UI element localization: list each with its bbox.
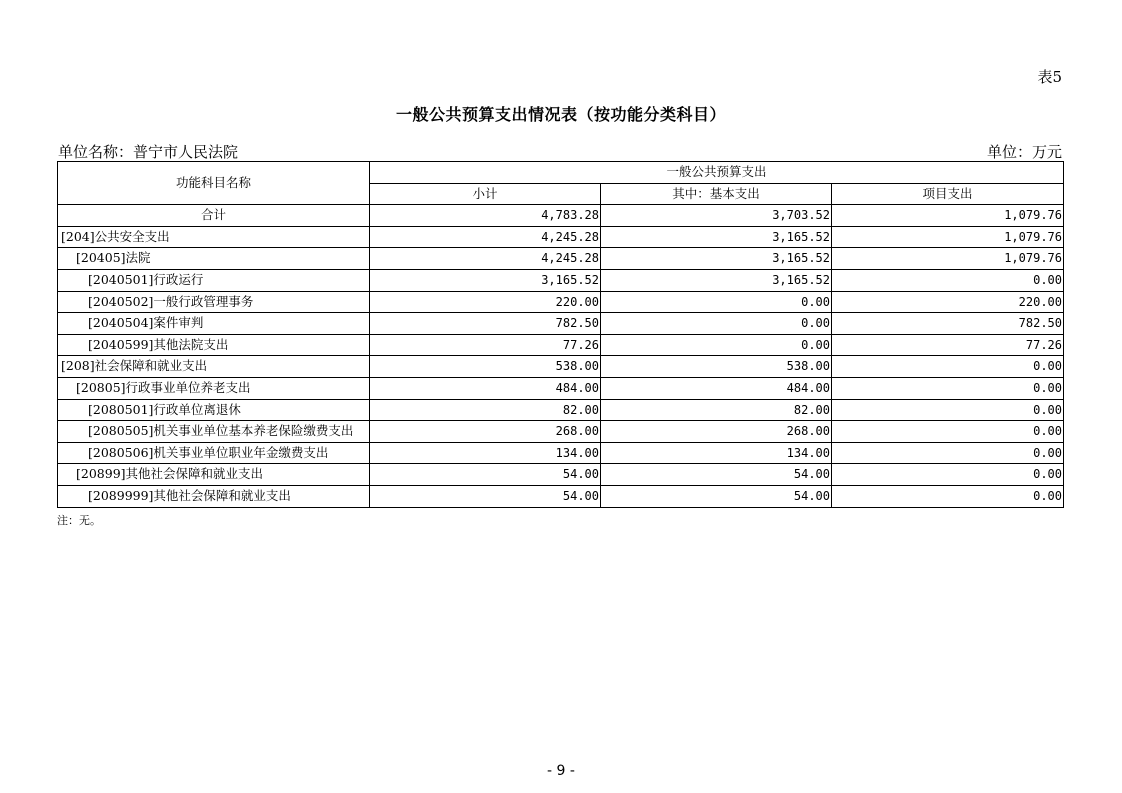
row-label: [2080501]行政单位离退休 <box>58 399 370 421</box>
row-basic: 54.00 <box>601 485 832 507</box>
row-basic: 0.00 <box>601 334 832 356</box>
header-basic-expenditure: 其中：基本支出 <box>601 183 832 205</box>
row-project: 0.00 <box>832 485 1064 507</box>
table-row <box>58 334 1064 356</box>
row-basic: 3,165.52 <box>601 248 832 270</box>
header-function-name: 功能科目名称 <box>58 162 370 205</box>
table-note: 注：无。 <box>57 514 101 527</box>
row-basic: 54.00 <box>601 464 832 486</box>
row-label: [2089999]其他社会保障和就业支出 <box>58 485 370 507</box>
row-label: [2040504]案件审判 <box>58 313 370 335</box>
header-row-1 <box>58 162 1064 184</box>
row-project: 1,079.76 <box>832 248 1064 270</box>
row-label: [20405]法院 <box>58 248 370 270</box>
table-row <box>58 485 1064 507</box>
table-row <box>58 464 1064 486</box>
row-basic: 3,165.52 <box>601 269 832 291</box>
row-label: [2040502]一般行政管理事务 <box>58 291 370 313</box>
table-row <box>58 421 1064 443</box>
header-subtotal: 小计 <box>370 183 601 205</box>
row-subtotal: 220.00 <box>370 291 601 313</box>
row-subtotal: 538.00 <box>370 356 601 378</box>
row-project: 0.00 <box>832 421 1064 443</box>
table-row <box>58 442 1064 464</box>
table-row <box>58 399 1064 421</box>
table-row-total <box>58 205 1064 227</box>
table-number: 表5 <box>1037 68 1062 86</box>
row-subtotal: 4,245.28 <box>370 226 601 248</box>
row-basic: 0.00 <box>601 291 832 313</box>
currency-unit-label: 单位：万元 <box>986 143 1062 161</box>
row-label: [2080505]机关事业单位基本养老保险缴费支出 <box>58 421 370 443</box>
row-subtotal: 782.50 <box>370 313 601 335</box>
table-row <box>58 248 1064 270</box>
row-basic: 0.00 <box>601 313 832 335</box>
row-project: 77.26 <box>832 334 1064 356</box>
row-project: 0.00 <box>832 269 1064 291</box>
row-subtotal: 3,165.52 <box>370 269 601 291</box>
row-project: 0.00 <box>832 356 1064 378</box>
document-title: 一般公共预算支出情况表（按功能分类科目） <box>395 105 726 124</box>
row-basic: 538.00 <box>601 356 832 378</box>
row-subtotal: 82.00 <box>370 399 601 421</box>
header-project-expenditure: 项目支出 <box>832 183 1064 205</box>
table-row <box>58 356 1064 378</box>
table-row <box>58 226 1064 248</box>
row-label: [2080506]机关事业单位职业年金缴费支出 <box>58 442 370 464</box>
header-general-budget-group: 一般公共预算支出 <box>370 162 1064 184</box>
row-label: [2040599]其他法院支出 <box>58 334 370 356</box>
row-project: 0.00 <box>832 442 1064 464</box>
row-subtotal: 268.00 <box>370 421 601 443</box>
row-label: [20899]其他社会保障和就业支出 <box>58 464 370 486</box>
row-project: 782.50 <box>832 313 1064 335</box>
row-label: [20805]行政事业单位养老支出 <box>58 377 370 399</box>
row-basic: 484.00 <box>601 377 832 399</box>
total-project: 1,079.76 <box>832 205 1064 227</box>
row-project: 220.00 <box>832 291 1064 313</box>
row-subtotal: 77.26 <box>370 334 601 356</box>
row-label: [204]公共安全支出 <box>58 226 370 248</box>
row-label: [2040501]行政运行 <box>58 269 370 291</box>
row-subtotal: 54.00 <box>370 485 601 507</box>
page-number: - 9 - <box>547 763 575 779</box>
table-row <box>58 377 1064 399</box>
row-subtotal: 484.00 <box>370 377 601 399</box>
table-row <box>58 313 1064 335</box>
total-subtotal: 4,783.28 <box>370 205 601 227</box>
row-basic: 134.00 <box>601 442 832 464</box>
table-body <box>58 205 1064 507</box>
row-basic: 3,165.52 <box>601 226 832 248</box>
budget-expenditure-table <box>57 161 1064 508</box>
table-row <box>58 291 1064 313</box>
total-label: 合计 <box>58 205 370 227</box>
row-subtotal: 4,245.28 <box>370 248 601 270</box>
row-subtotal: 54.00 <box>370 464 601 486</box>
row-project: 0.00 <box>832 399 1064 421</box>
row-project: 1,079.76 <box>832 226 1064 248</box>
row-project: 0.00 <box>832 464 1064 486</box>
table-row <box>58 269 1064 291</box>
total-basic: 3,703.52 <box>601 205 832 227</box>
row-label: [208]社会保障和就业支出 <box>58 356 370 378</box>
table-header <box>58 162 1064 205</box>
row-project: 0.00 <box>832 377 1064 399</box>
row-basic: 268.00 <box>601 421 832 443</box>
row-subtotal: 134.00 <box>370 442 601 464</box>
unit-name-label: 单位名称：普宁市人民法院 <box>58 143 239 161</box>
row-basic: 82.00 <box>601 399 832 421</box>
